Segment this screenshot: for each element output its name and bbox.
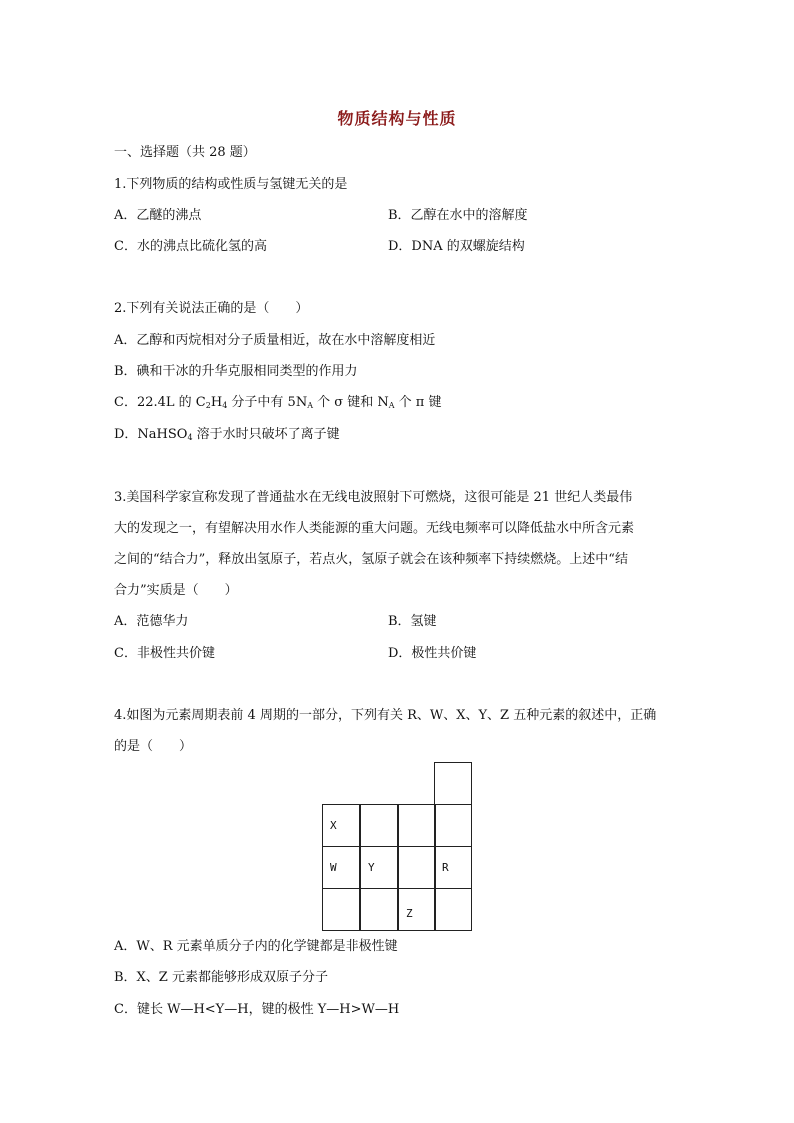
question-1-option-a: A．乙醚的沸点	[114, 208, 202, 223]
table-cell-r	[434, 846, 472, 889]
question-3-option-d: D．极性共价键	[388, 646, 477, 661]
table-cell-z	[398, 888, 436, 931]
table-cell	[360, 804, 398, 847]
question-1-option-d: D．DNA 的双螺旋结构	[388, 239, 525, 254]
table-cell	[398, 804, 436, 847]
question-2-option-c: C．22.4L 的 $C_2H_4$ 分子中有 $5N_A$ 个 σ 键和 $N_A$ 个 π 键	[114, 395, 442, 410]
section-heading: 一、选择题（共 28 题）	[114, 145, 256, 160]
table-cell	[434, 762, 472, 805]
table-cell	[360, 888, 398, 931]
question-3-option-b: B．氢键	[388, 614, 437, 629]
page-title: 物质结构与性质	[337, 109, 457, 128]
question-3-stem-line-3: 之间的“结合力”，释放出氢原子，若点火，氢原子就会在该种频率下持续燃烧。上述中“结	[114, 552, 628, 567]
question-1-option-b: B．乙醇在水中的溶解度	[388, 208, 528, 223]
element-label-y: Y	[368, 861, 375, 874]
table-cell-w	[322, 846, 360, 889]
table-cell	[322, 888, 360, 931]
question-2-stem: 2.下列有关说法正确的是（ ）	[114, 301, 309, 316]
question-1-option-c: C．水的沸点比硫化氢的高	[114, 239, 267, 254]
question-2-option-a: A．乙醇和丙烷相对分子质量相近，故在水中溶解度相近	[114, 333, 436, 348]
question-3-stem-line-4: 合力”实质是（ ）	[114, 583, 238, 598]
element-label-x: X	[330, 819, 337, 832]
question-3-option-a: A．范德华力	[114, 614, 189, 629]
question-2-option-d: D．NaHSO$_4$ 溶于水时只破坏了离子键	[114, 427, 340, 442]
table-cell	[398, 846, 436, 889]
periodic-table-fragment	[322, 762, 472, 932]
question-2-option-b: B．碘和干冰的升华克服相同类型的作用力	[114, 364, 358, 379]
question-4-stem-line-1: 4.如图为元素周期表前 4 周期的一部分，下列有关 R、W、X、Y、Z 五种元素的叙述中，正确	[114, 708, 657, 723]
question-4-option-c: C．键长 W—H<Y—H，键的极性 Y—H>W—H	[114, 1002, 400, 1017]
question-3-option-c: C．非极性共价键	[114, 646, 215, 661]
element-label-w: W	[330, 861, 337, 874]
question-4-option-b: B．X、Z 元素都能够形成双原子分子	[114, 970, 328, 985]
question-1-stem: 1.下列物质的结构或性质与氢键无关的是	[114, 177, 348, 192]
table-cell	[434, 804, 472, 847]
question-4-stem-line-2: 的是（ ）	[114, 739, 193, 754]
table-cell-y	[360, 846, 398, 889]
question-4-option-a: A．W、R 元素单质分子内的化学键都是非极性键	[114, 939, 398, 954]
element-label-z: Z	[406, 907, 413, 920]
question-3-stem-line-2: 大的发现之一，有望解决用水作人类能源的重大问题。无线电频率可以降低盐水中所含元素	[114, 521, 635, 536]
table-cell	[434, 888, 472, 931]
element-label-r: R	[442, 861, 449, 874]
question-3-stem-line-1: 3.美国科学家宣称发现了普通盐水在无线电波照射下可燃烧，这很可能是 21 世纪人类最伟	[114, 490, 633, 505]
table-cell-x	[322, 804, 360, 847]
